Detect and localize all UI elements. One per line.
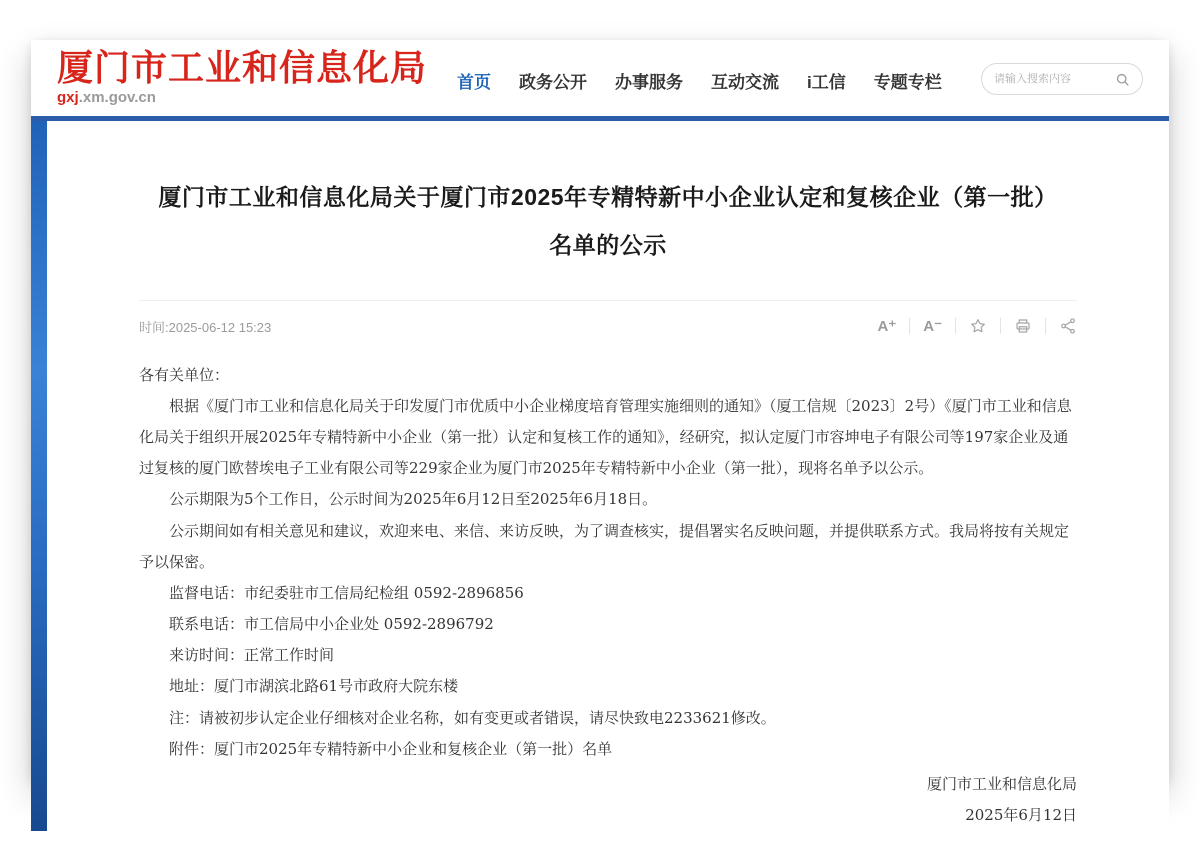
article-title: 厦门市工业和信息化局关于厦门市2025年专精特新中小企业认定和复核企业（第一批）名单的公示 bbox=[158, 184, 1058, 259]
issuing-authority: 厦门市工业和信息化局 bbox=[926, 775, 1077, 794]
signature-block bbox=[139, 769, 1077, 831]
nav-item-interaction[interactable]: 互动交流 bbox=[711, 72, 780, 92]
publish-time: 时间:2025-06-12 15:23 bbox=[139, 319, 272, 335]
salutation: 各有关单位： bbox=[139, 365, 230, 384]
site-logo-title: 厦门市工业和信息化局 bbox=[57, 48, 428, 89]
search-input[interactable] bbox=[994, 73, 1115, 85]
left-banner-strip bbox=[31, 121, 47, 831]
article-card bbox=[47, 121, 1169, 831]
nav-item-services[interactable]: 办事服务 bbox=[615, 72, 684, 92]
share-icon[interactable] bbox=[1046, 317, 1077, 335]
site-logo-domain-suffix: .xm.gov.cn bbox=[78, 88, 156, 106]
nav-item-special-topics[interactable]: 专题专栏 bbox=[873, 72, 942, 92]
nav-item-home[interactable]: 首页 bbox=[457, 72, 492, 92]
article-toolbar bbox=[865, 317, 1078, 335]
main-nav bbox=[457, 68, 942, 93]
content-region bbox=[31, 121, 1169, 831]
site-logo-domain-prefix: gxj bbox=[57, 88, 79, 106]
print-icon[interactable] bbox=[1001, 317, 1045, 335]
site-header bbox=[31, 40, 1169, 116]
issue-date: 2025年6月12日 bbox=[965, 806, 1077, 825]
supervision-phone-line: 监督电话：市纪委驻市工信局纪检组 0592-2896856 bbox=[169, 583, 524, 602]
font-increase-button[interactable]: A⁺ bbox=[877, 317, 897, 335]
nav-item-government-affairs[interactable]: 政务公开 bbox=[519, 72, 588, 92]
address-line: 地址：厦门市湖滨北路61号市政府大院东楼 bbox=[169, 677, 459, 696]
article-paragraph: 根据《厦门市工业和信息化局关于印发厦门市优质中小企业梯度培育管理实施细则的通知》（厦工信规〔2023〕2号）《厦门市工业和信息化局关于组织开展2025年专精特新中小企业（第一批）认定和复核工作的通知》，经研究，拟认定厦门市容坤电子有限公司等197家企业及通过复核的厦门欧替埃电子工业有限公司等229家企业为厦门市2025年专精特新中小企业（第一批），现将名单予以公示。 bbox=[139, 396, 1072, 478]
note-line: 注：请被初步认定企业仔细核对企业名称，如有变更或者错误，请尽快致电2233621修改。 bbox=[169, 708, 776, 727]
site-logo-domain bbox=[57, 89, 427, 106]
favorite-star-icon[interactable] bbox=[956, 317, 1000, 335]
browser-page bbox=[31, 40, 1169, 825]
font-decrease-button[interactable]: A⁻ bbox=[923, 317, 942, 335]
visit-time-line: 来访时间：正常工作时间 bbox=[169, 646, 335, 665]
article-body bbox=[139, 360, 1077, 765]
article-paragraph: 公示期限为5个工作日，公示时间为2025年6月12日至2025年6月18日。 bbox=[169, 490, 658, 509]
article-meta-row bbox=[139, 300, 1077, 336]
search-box[interactable] bbox=[981, 63, 1143, 95]
article-paragraph: 公示期间如有相关意见和建议，欢迎来电、来信、来访反映，为了调查核实，提倡署实名反映问题，并提供联系方式。我局将按有关规定予以保密。 bbox=[139, 521, 1070, 571]
site-logo[interactable] bbox=[57, 50, 427, 106]
contact-phone-line: 联系电话：市工信局中小企业处 0592-2896792 bbox=[169, 615, 494, 634]
search-icon[interactable] bbox=[1115, 72, 1130, 87]
nav-item-i-gongxin[interactable]: i工信 bbox=[807, 72, 846, 92]
attachment-link[interactable]: 附件：厦门市2025年专精特新中小企业和复核企业（第一批）名单 bbox=[169, 739, 613, 758]
